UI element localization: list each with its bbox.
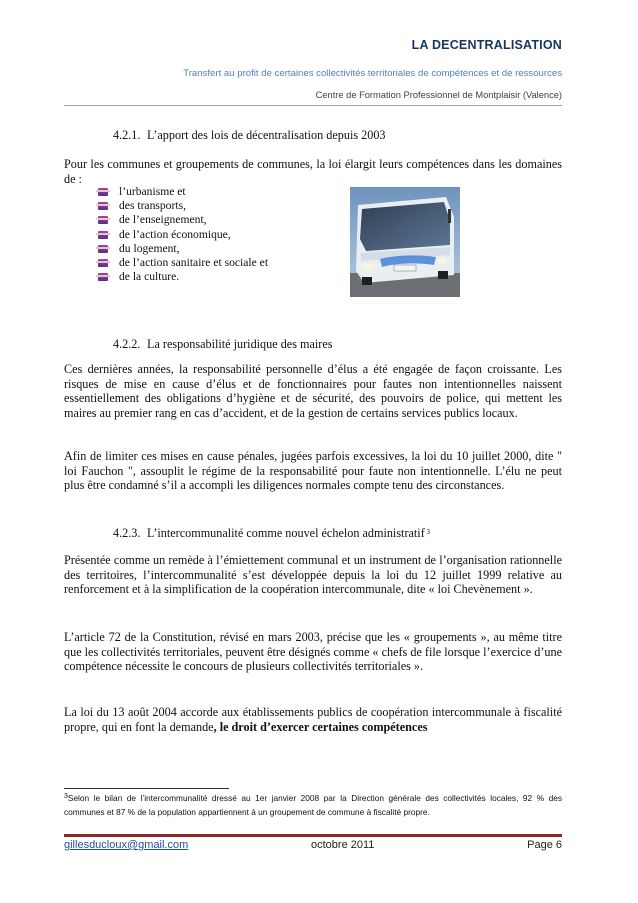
list-item: de la culture. bbox=[96, 270, 268, 284]
paragraph: La loi du 13 août 2004 accorde aux établissements publics de coopération intercommunale à fiscalité propre, qui en font la demande, le droit d’exercer certaines compétences bbox=[64, 705, 562, 734]
footer-date: octobre 2011 bbox=[311, 839, 375, 851]
section-intro-paragraph: Pour les communes et groupements de communes, la loi élargit leurs compétences dans les domaines de : bbox=[64, 157, 562, 186]
section-heading-423 bbox=[113, 526, 430, 541]
page-number: Page 6 bbox=[527, 839, 562, 851]
section-number: 4.2.2. bbox=[113, 337, 141, 351]
document-subtitle: Transfert au profit de certaines collectivités territoriales de compétences et de ressources bbox=[183, 68, 562, 79]
bullet-icon bbox=[96, 258, 110, 268]
bus-photo bbox=[350, 187, 460, 297]
footnote-marker: 3 bbox=[64, 793, 68, 800]
section-number: 4.2.1. bbox=[113, 128, 141, 142]
competence-list bbox=[96, 185, 268, 284]
list-item: de l’enseignement, bbox=[96, 213, 268, 227]
footer-divider bbox=[64, 834, 562, 837]
paragraph: Présentée comme un remède à l’émiettement communal et un instrument de l’organisation rationnelle des territoires, l’intercommunalité s’est développée depuis la loi du 12 juillet 1999 relative au renforcement et à la simplification de la coopération intercommunale, dite « loi Chevènement ». bbox=[64, 553, 562, 597]
footnote bbox=[64, 792, 562, 819]
header-divider bbox=[64, 105, 562, 106]
list-item: l’urbanisme et bbox=[96, 185, 268, 199]
paragraph: Afin de limiter ces mises en cause pénales, jugées parfois excessives, la loi du 10 juillet 2000, dite " loi Fauchon ", assouplit le régime de la responsabilité pour faute non intentionnelle. L’élu ne peut plus être condamné s’il a accompli les diligences normales compte tenu des circonstances. bbox=[64, 449, 562, 493]
bullet-icon bbox=[96, 187, 110, 197]
section-heading-422 bbox=[113, 337, 332, 352]
document-title: LA DECENTRALISATION bbox=[411, 38, 562, 52]
bullet-icon bbox=[96, 201, 110, 211]
footnote-reference: 3 bbox=[426, 528, 430, 536]
bullet-icon bbox=[96, 272, 110, 282]
bullet-icon bbox=[96, 215, 110, 225]
bullet-icon bbox=[96, 230, 110, 240]
footnote-text: Selon le bilan de l’intercommunalité dressé au 1er janvier 2008 par la Direction générale des collectivités locales, 92 % des communes et 87 % de la population appartiennent à un groupement de commune à fiscalité propre. bbox=[64, 793, 562, 818]
organization-name: Centre de Formation Professionnel de Montplaisir (Valence) bbox=[315, 90, 562, 100]
list-item: de l’action sanitaire et sociale et bbox=[96, 256, 268, 270]
paragraph: Ces dernières années, la responsabilité personnelle d’élus a été engagée de façon croissante. Les risques de mise en cause d’élus et de fonctionnaires pour fautes non intentionnelles naissent essentiellement des obligations d’hygiène et de sécurité, des pouvoirs de police, qui mettent les maires au premier rang en cas d’accident, et de la gestion de certains services publics locaux. bbox=[64, 362, 562, 420]
footnote-separator bbox=[64, 788, 229, 789]
author-email-link[interactable]: gillesducloux@gmail.com bbox=[64, 839, 189, 851]
bus-illustration bbox=[350, 187, 460, 297]
section-title: La responsabilité juridique des maires bbox=[147, 337, 333, 351]
bullet-icon bbox=[96, 244, 110, 254]
list-item: du logement, bbox=[96, 242, 268, 256]
section-title: L’apport des lois de décentralisation depuis 2003 bbox=[147, 128, 386, 142]
paragraph: L’article 72 de la Constitution, révisé en mars 2003, précise que les « groupements », au même titre que les collectivités territoriales, peuvent être désignés comme « chefs de file lorsque l’exercice d’une compétence nécessite le concours de plusieurs collectivités territoriales ». bbox=[64, 630, 562, 674]
list-item: des transports, bbox=[96, 199, 268, 213]
list-item: de l’action économique, bbox=[96, 228, 268, 242]
section-heading-421 bbox=[113, 128, 386, 143]
section-number: 4.2.3. bbox=[113, 526, 141, 540]
section-title: L’intercommunalité comme nouvel échelon administratif bbox=[147, 526, 425, 540]
